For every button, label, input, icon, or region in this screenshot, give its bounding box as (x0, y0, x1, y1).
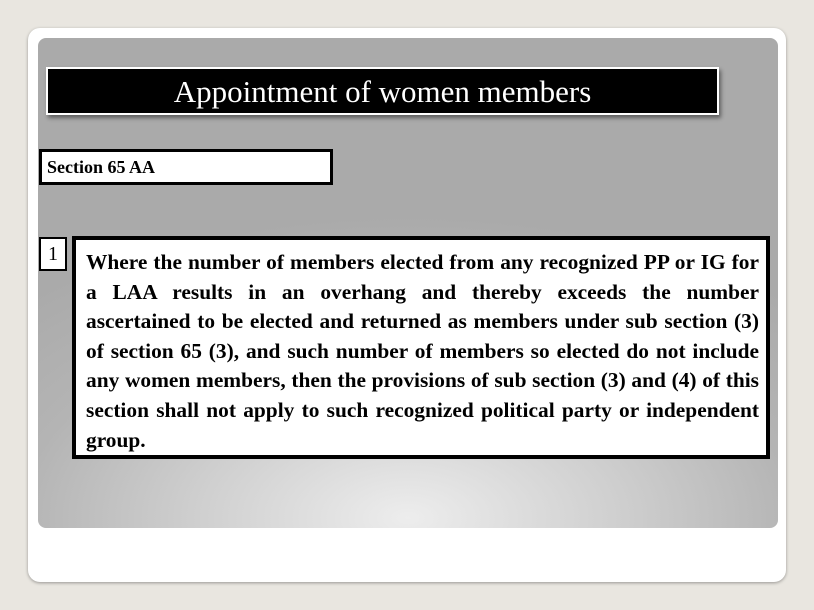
section-label-box (39, 149, 333, 185)
clause-text: Where the number of members elected from any recognized PP or IG for a LAA results in an overhang and thereby exceeds the number ascertained to be elected and returned as members under sub section (3) of section 65 (3), and such number of members so elected do not include any women members, then the provisions of sub section (3) and (4) of this section shall not apply to such recognized political party or independent group. (86, 250, 759, 452)
clause-number-box (39, 237, 67, 271)
section-label: Section 65 AA (47, 156, 155, 177)
slide-title: Appointment of women members (173, 73, 592, 109)
clause-number: 1 (48, 242, 58, 265)
slide-title-bar (46, 67, 719, 115)
clause-text-box (72, 236, 770, 459)
